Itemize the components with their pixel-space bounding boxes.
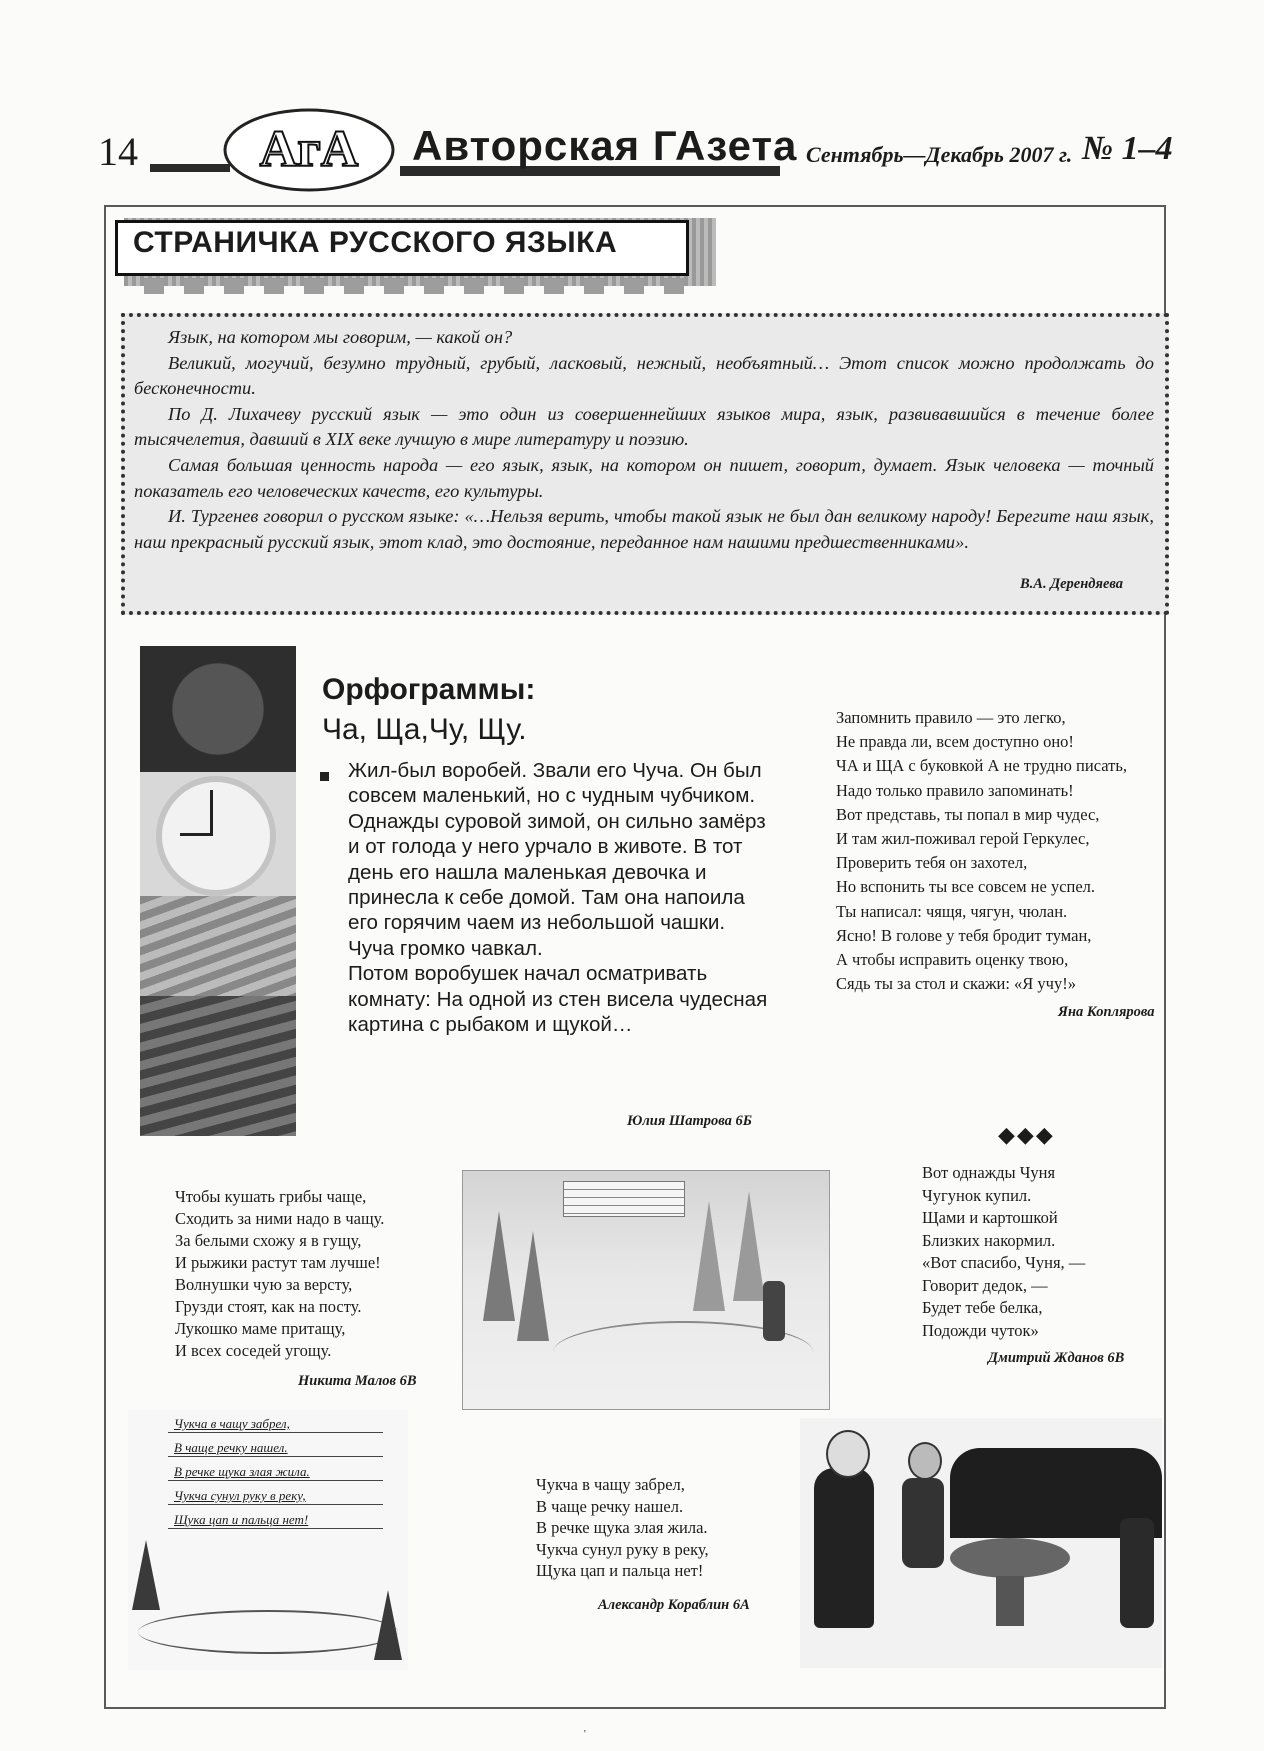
clock-photo-dark	[140, 646, 296, 772]
poem-line: Щами и картошкой	[922, 1208, 1058, 1227]
tree-icon	[374, 1590, 402, 1660]
story-paragraph: Потом воробушек начал осматривать комнату: На одной из стен висела чудесная картина с рыбаком и щукой…	[348, 962, 768, 1037]
poem-rule	[836, 706, 1127, 996]
poem-line: Надо только правило запоминать!	[836, 780, 1074, 800]
poem-mushrooms-author: Никита Малов 6В	[298, 1373, 417, 1389]
poem-line: «Вот спасибо, Чуня, —	[922, 1253, 1086, 1272]
old-man	[814, 1468, 874, 1628]
poem-line: В речке щука злая жила.	[536, 1518, 708, 1537]
page-number: 14	[98, 129, 138, 174]
poem-line: Чукча в чащу забрел,	[536, 1475, 685, 1494]
person	[902, 1478, 944, 1568]
poem-line: Запомнить правило — это легко,	[836, 708, 1066, 727]
poem-line: И всех соседей угощу.	[175, 1341, 332, 1360]
people-drawing	[800, 1418, 1162, 1668]
ruled-line	[168, 1432, 383, 1433]
poem-line: А чтобы исправить оценку твою,	[836, 950, 1069, 970]
intro-paragraph: Самая большая ценность народа — его язык, язык, на котором он пишет, говорит, думает. Язык человека — точный показатель его человеческих качеств, его культуры.	[134, 454, 1154, 501]
poem-rule-author: Яна Коплярова	[1058, 1004, 1155, 1020]
poem-line: Сходить за ними надо в чащу.	[175, 1209, 385, 1228]
issue-number: № 1–4	[1082, 130, 1173, 167]
clock-hand	[210, 790, 213, 835]
poem-line: Близких накормил.	[922, 1230, 1056, 1250]
forest-drawing	[462, 1170, 830, 1410]
old-man-head	[826, 1430, 870, 1478]
poem-line: Вот представь, ты попал в мир чудес,	[836, 804, 1100, 824]
issue-date: Сентябрь—Декабрь 2007 г.	[806, 142, 1073, 167]
poem-mushrooms	[175, 1186, 384, 1362]
diamond-divider-icon: ◆◆◆	[998, 1122, 1055, 1147]
handwritten-line: Щука цап и пальца нет!	[174, 1512, 309, 1527]
poem-line: Но вспонить ты все совсем не успел.	[836, 877, 1096, 897]
poem-chukcha	[536, 1474, 709, 1582]
poem-line: Ясно! В голове у тебя бродит туман,	[836, 925, 1092, 945]
ruled-line	[168, 1528, 383, 1529]
clock-photo-melting-dark	[140, 996, 296, 1136]
poem-line: Говорит дедок, —	[922, 1275, 1048, 1295]
poem-line: Чукча сунул руку в реку,	[536, 1539, 709, 1559]
poem-line: Чугунок купил.	[922, 1185, 1032, 1205]
poem-line: Вот однажды Чуня	[922, 1163, 1056, 1182]
orfogramm-title	[322, 670, 535, 750]
poem-line: Грузди стоят, как на посту.	[175, 1297, 362, 1316]
handwritten-drawing	[128, 1410, 408, 1670]
poem-line: За белыми схожу я в гущу,	[175, 1231, 362, 1250]
clock-hand	[180, 833, 213, 836]
intro-text	[134, 325, 1154, 555]
orfogramm-author: Юлия Шатрова 6Б	[627, 1113, 752, 1129]
handwritten-line: В речке щука злая жила.	[174, 1464, 310, 1479]
handwritten-line: Чукча сунул руку в реку,	[174, 1488, 306, 1503]
handwritten-line: В чаще речку нашел.	[174, 1440, 288, 1455]
poem-line: Подожди чуток»	[922, 1320, 1039, 1340]
tree-icon	[132, 1540, 160, 1610]
intro-paragraph: И. Тургенев говорил о русском языке: «…Нельзя верить, чтобы такой язык не был дан великому народу! Берегите наш язык, наш прекрасный русский язык, этот клад, это достояние, переданное нам нашими предшественниками».	[134, 506, 1154, 552]
logo	[222, 108, 397, 193]
orfogramm-story	[348, 758, 768, 1037]
tree-icon	[483, 1211, 515, 1321]
footer-mark: '	[584, 1729, 586, 1740]
poem-line: Чтобы кушать грибы чаще,	[175, 1187, 367, 1206]
poem-line: В чаще речку нашел.	[536, 1496, 684, 1516]
poem-line: Щука цап и пальца нет!	[536, 1561, 704, 1580]
poem-line: И рыжики растут там лучше!	[175, 1253, 381, 1272]
bullet-icon	[320, 772, 329, 781]
ruled-line	[168, 1480, 383, 1481]
masthead-rule-left	[150, 164, 230, 172]
intro-paragraph: По Д. Лихачеву русский язык — это один из совершеннейших языков мира, язык, развивавшийся в течение более тысячелетия, давший в XIX веке лучшую в мире литературу и поэзию.	[134, 403, 1154, 450]
poem-chunya	[922, 1162, 1085, 1342]
story-paragraph: Жил-был воробей. Звали его Чуча. Он был совсем маленький, но с чудным чубчиком. Однажды суровой зимой, он сильно замёрз и от голода у него урчало в животе. В тот день его нашла маленькая девочка и принесла к себе домой. Там она напоила его горячим чаем из небольшой чашки. Чуча громко чавкал.	[348, 759, 766, 960]
intro-paragraph: Язык, на котором мы говорим, — какой он?	[168, 327, 513, 347]
drawing-note	[563, 1181, 685, 1217]
ruled-line	[168, 1504, 383, 1505]
poem-line: Будет тебе белка,	[922, 1298, 1043, 1317]
logo-text: АгА	[259, 121, 359, 178]
poem-line: Ты написал: чящя, чягун, чюлан.	[836, 901, 1068, 921]
poem-line: Волнушки чую за версту,	[175, 1275, 353, 1294]
intro-paragraph: Великий, могучий, безумно трудный, грубый, ласковый, нежный, необъятный… Этот список можно продолжать до бесконечности.	[134, 352, 1154, 399]
person	[1120, 1518, 1154, 1628]
intro-author: В.А. Дерендяева	[1020, 576, 1124, 592]
poem-line: Не правда ли, всем доступно оно!	[836, 732, 1074, 752]
river	[138, 1610, 398, 1654]
section-title: СТРАНИЧКА РУССКОГО ЯЗЫКА	[133, 226, 618, 259]
clock-face	[156, 776, 276, 896]
orfogramm-title-line2: Ча, Ща,Чу, Щу.	[322, 713, 527, 746]
table	[950, 1538, 1070, 1578]
poem-chunya-author: Дмитрий Жданов 6В	[988, 1350, 1125, 1366]
walking-man	[763, 1281, 785, 1341]
person-head	[908, 1442, 942, 1480]
tree-icon	[733, 1191, 765, 1301]
poem-line: ЧА и ЩА с буковкой А не трудно писать,	[836, 756, 1127, 776]
orfogramm-title-line1: Орфограммы:	[322, 673, 536, 706]
ruled-line	[168, 1456, 383, 1457]
poem-line: Лукошко маме притащу,	[175, 1319, 346, 1338]
clock-photo-melting	[140, 896, 296, 996]
poem-line: Проверить тебя он захотел,	[836, 853, 1028, 873]
table-leg	[996, 1576, 1024, 1626]
decorative-squares	[144, 278, 688, 294]
handwritten-line: Чукча в чащу забрел,	[174, 1416, 290, 1431]
tree-icon	[517, 1231, 549, 1341]
poem-line: Сядь ты за стол и скажи: «Я учу!»	[836, 974, 1076, 994]
poem-chukcha-author: Александр Кораблин 6А	[598, 1597, 750, 1613]
tree-icon	[693, 1201, 725, 1311]
newspaper-title: Авторская ГАзета	[412, 122, 798, 169]
poem-line: И там жил-поживал герой Геркулес,	[836, 829, 1090, 849]
